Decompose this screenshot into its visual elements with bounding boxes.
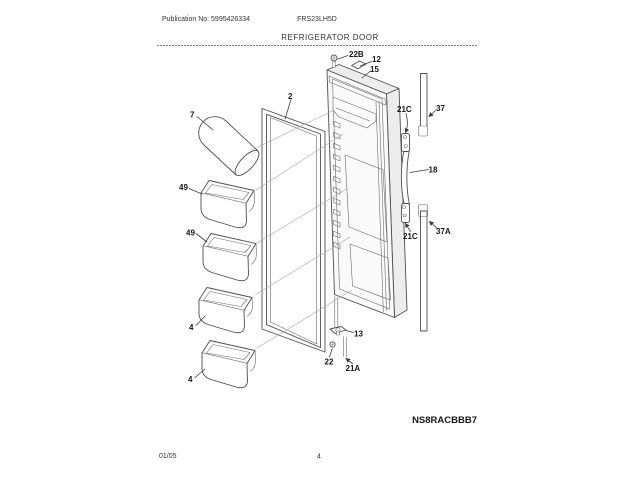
part-door — [327, 65, 407, 331]
callout-37a: 37A — [436, 227, 451, 236]
page-header — [157, 16, 477, 46]
footer-page-number: 4 — [317, 453, 321, 461]
callout-12: 12 — [372, 55, 381, 64]
callout-21a: 21A — [345, 364, 361, 373]
part-hinge-bracket-13 — [330, 327, 346, 336]
part-gasket — [262, 109, 325, 353]
footer-date: 01/05 — [159, 453, 177, 460]
diagram-code: NS8RACBBB7 — [412, 415, 477, 426]
callout-21c-bottom: 21C — [403, 232, 418, 241]
callout-4-lower: 4 — [188, 375, 193, 384]
callout-49-top: 49 — [179, 183, 188, 192]
callout-15: 15 — [370, 65, 379, 74]
model-number: FRS23LH5D — [297, 16, 337, 23]
part-screw-22 — [330, 342, 335, 347]
publication-number: Publication No: 5995426334 — [162, 16, 250, 23]
part-bin-3 — [199, 288, 253, 333]
part-bin-1 — [201, 181, 255, 228]
callout-13: 13 — [354, 329, 363, 339]
callout-22b: 22B — [349, 50, 364, 59]
page-footer — [159, 453, 321, 461]
part-trim-37 — [419, 74, 428, 137]
part-handle — [401, 134, 409, 223]
page-title: REFRIGERATOR DOOR — [281, 33, 379, 42]
callout-2: 2 — [288, 92, 293, 101]
callout-49-bottom: 49 — [186, 228, 195, 238]
callout-18: 18 — [428, 165, 438, 175]
callout-21c-top: 21C — [397, 105, 412, 114]
part-bolt-21a — [344, 337, 347, 358]
callout-7: 7 — [190, 110, 195, 120]
callout-4-upper: 4 — [189, 323, 194, 332]
part-bin-2 — [203, 234, 257, 281]
callout-22: 22 — [324, 357, 334, 367]
part-trim-37a — [419, 205, 428, 332]
part-bin-4 — [202, 341, 256, 388]
callout-37: 37 — [436, 104, 445, 113]
